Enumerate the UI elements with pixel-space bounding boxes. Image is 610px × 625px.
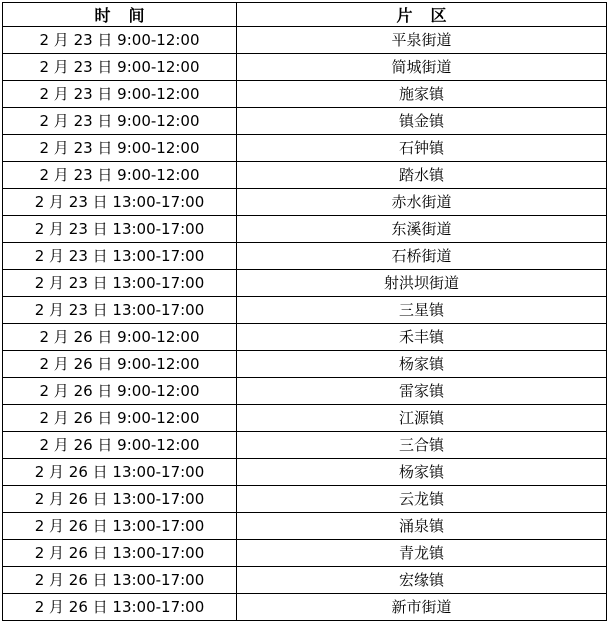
- area-cell: 杨家镇: [237, 351, 607, 378]
- time-cell: 2 月 23 日 9:00-12:00: [3, 162, 237, 189]
- table-row: [3, 405, 607, 432]
- table-row: [3, 189, 607, 216]
- area-cell: 宏缘镇: [237, 567, 607, 594]
- time-cell: 2 月 26 日 13:00-17:00: [3, 594, 237, 621]
- area-cell: 三星镇: [237, 297, 607, 324]
- table-row: [3, 270, 607, 297]
- time-cell: 2 月 23 日 13:00-17:00: [3, 243, 237, 270]
- table-row: [3, 540, 607, 567]
- area-cell: 赤水街道: [237, 189, 607, 216]
- schedule-table: [2, 2, 607, 621]
- time-cell: 2 月 23 日 9:00-12:00: [3, 108, 237, 135]
- time-cell: 2 月 26 日 13:00-17:00: [3, 567, 237, 594]
- table-row: [3, 81, 607, 108]
- area-cell: 施家镇: [237, 81, 607, 108]
- time-cell: 2 月 23 日 9:00-12:00: [3, 54, 237, 81]
- area-cell: 杨家镇: [237, 459, 607, 486]
- time-cell: 2 月 23 日 13:00-17:00: [3, 189, 237, 216]
- time-cell: 2 月 26 日 9:00-12:00: [3, 378, 237, 405]
- time-column-header: 时 间: [3, 3, 237, 27]
- area-cell: 雷家镇: [237, 378, 607, 405]
- area-cell: 石桥街道: [237, 243, 607, 270]
- table-row: [3, 216, 607, 243]
- time-cell: 2 月 23 日 9:00-12:00: [3, 81, 237, 108]
- table-row: [3, 108, 607, 135]
- table-row: [3, 135, 607, 162]
- table-header-row: [3, 3, 607, 27]
- area-cell: 三合镇: [237, 432, 607, 459]
- table-row: [3, 459, 607, 486]
- area-cell: 射洪坝街道: [237, 270, 607, 297]
- table-row: [3, 297, 607, 324]
- table-row: [3, 351, 607, 378]
- area-cell: 镇金镇: [237, 108, 607, 135]
- table-row: [3, 243, 607, 270]
- area-cell: 踏水镇: [237, 162, 607, 189]
- area-cell: 云龙镇: [237, 486, 607, 513]
- area-cell: 简城街道: [237, 54, 607, 81]
- time-cell: 2 月 23 日 9:00-12:00: [3, 27, 237, 54]
- table-row: [3, 486, 607, 513]
- time-cell: 2 月 26 日 9:00-12:00: [3, 432, 237, 459]
- table-row: [3, 432, 607, 459]
- time-cell: 2 月 26 日 9:00-12:00: [3, 351, 237, 378]
- area-cell: 涌泉镇: [237, 513, 607, 540]
- time-cell: 2 月 26 日 13:00-17:00: [3, 459, 237, 486]
- table-row: [3, 567, 607, 594]
- time-cell: 2 月 23 日 13:00-17:00: [3, 297, 237, 324]
- time-cell: 2 月 23 日 9:00-12:00: [3, 135, 237, 162]
- time-cell: 2 月 26 日 9:00-12:00: [3, 405, 237, 432]
- area-cell: 江源镇: [237, 405, 607, 432]
- area-column-header: 片 区: [237, 3, 607, 27]
- area-cell: 石钟镇: [237, 135, 607, 162]
- table-row: [3, 162, 607, 189]
- area-cell: 禾丰镇: [237, 324, 607, 351]
- time-cell: 2 月 26 日 13:00-17:00: [3, 486, 237, 513]
- table-row: [3, 378, 607, 405]
- table-body: [3, 27, 607, 621]
- table-row: [3, 513, 607, 540]
- area-cell: 新市街道: [237, 594, 607, 621]
- area-cell: 青龙镇: [237, 540, 607, 567]
- table-row: [3, 54, 607, 81]
- area-cell: 平泉街道: [237, 27, 607, 54]
- table-row: [3, 324, 607, 351]
- time-cell: 2 月 26 日 13:00-17:00: [3, 513, 237, 540]
- time-cell: 2 月 26 日 13:00-17:00: [3, 540, 237, 567]
- table-row: [3, 594, 607, 621]
- time-cell: 2 月 26 日 9:00-12:00: [3, 324, 237, 351]
- time-cell: 2 月 23 日 13:00-17:00: [3, 216, 237, 243]
- table-row: [3, 27, 607, 54]
- area-cell: 东溪街道: [237, 216, 607, 243]
- time-cell: 2 月 23 日 13:00-17:00: [3, 270, 237, 297]
